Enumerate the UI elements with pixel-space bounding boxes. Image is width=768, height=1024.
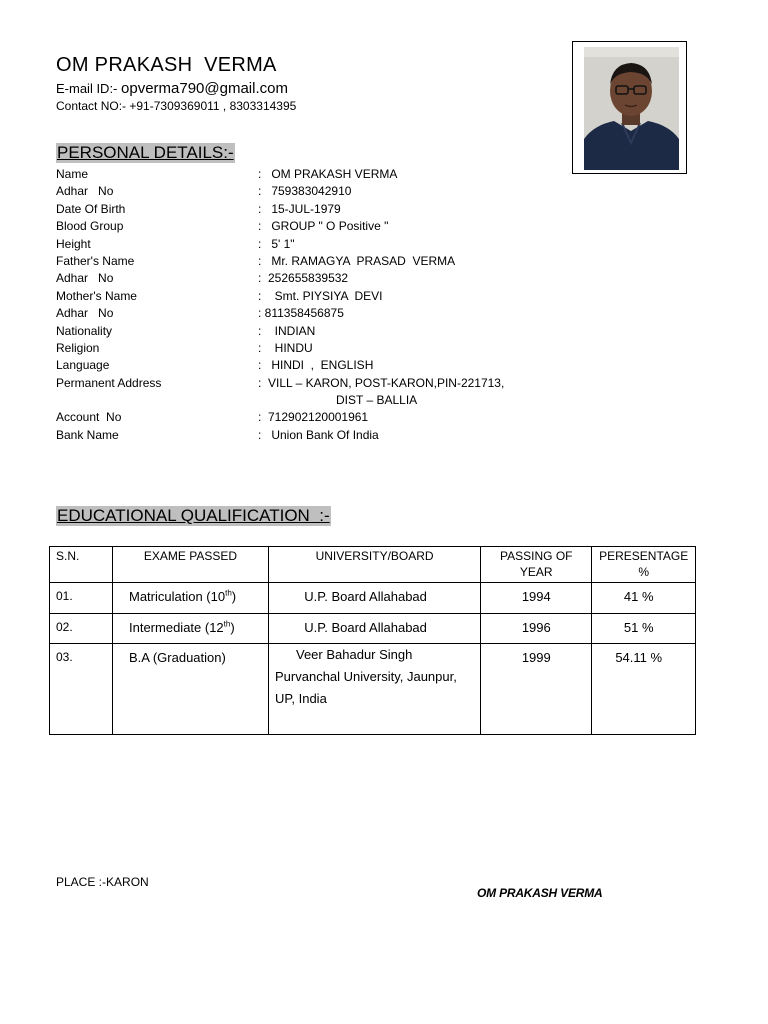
exam-tail: ) [231,589,237,604]
header-year-line1: PASSING OF [500,549,573,563]
detail-value: : VILL – KARON, POST-KARON,PIN-221713, [258,375,505,390]
table-row [50,644,696,735]
header-pct-line1: PERESENTAGE [599,549,689,563]
cell-sn: 03. [50,644,113,735]
header-year [481,547,592,583]
header-pct-line2: % [638,565,650,579]
cell-year: 1999 [481,644,592,735]
detail-value: : INDIAN [258,323,316,338]
applicant-name: OM PRAKASH VERMA [56,54,277,76]
detail-label: Height [56,236,91,251]
detail-value: : 5' 1" [258,236,295,251]
table-row [50,583,696,614]
detail-value: DIST – BALLIA [336,393,418,408]
detail-value: : 759383042910 [258,184,352,199]
education-heading: EDUCATIONAL QUALIFICATION :- [57,506,330,525]
place-line: PLACE :-KARON [56,875,149,889]
detail-label: Permanent Address [56,375,162,390]
detail-value: : Smt. PIYSIYA DEVI [258,288,383,303]
email-line [56,80,288,97]
signature-name: OM PRAKASH VERMA [477,886,603,900]
detail-value: : HINDU [258,340,313,355]
detail-value: : Mr. RAMAGYA PRASAD VERMA [258,253,456,268]
contact-label: Contact NO:- [56,99,127,113]
exam-text: Matriculation (10 [129,589,226,604]
exam-tail: ) [230,620,235,635]
detail-label: Adhar No [56,184,114,199]
detail-value: : 252655839532 [258,271,349,286]
header-board: UNIVERSITY/BOARD [269,547,481,583]
cell-percentage: 54.11 % [592,644,696,735]
detail-value: : Union Bank Of India [258,427,379,442]
board-line3: UP, India [275,691,327,706]
exam-sup: th [223,619,231,629]
detail-label: Language [56,358,110,373]
cell-year: 1994 [481,583,592,614]
cell-exam [113,583,269,614]
detail-value: : 712902120001961 [258,410,369,425]
detail-value: : HINDI , ENGLISH [258,358,374,373]
exam-text: Intermediate (12 [129,620,224,635]
detail-label: Adhar No [56,271,114,286]
cell-exam [113,614,269,644]
header-sn: S.N. [50,547,113,583]
header-percentage [592,547,696,583]
contact-line [56,99,296,113]
cell-exam: B.A (Graduation) [113,644,269,735]
cell-sn: 01. [50,583,113,614]
exam-sup: th [225,588,232,598]
table-row [50,614,696,644]
cell-board [269,644,481,735]
education-table [49,546,696,735]
detail-label: Account No [56,410,122,425]
detail-value: : 811358456875 [258,306,344,321]
cell-sn: 02. [50,614,113,644]
detail-label: Blood Group [56,219,124,234]
contact-value: +91-7309369011 , 8303314395 [129,99,297,113]
detail-value: : GROUP " O Positive " [258,219,389,234]
detail-label: Religion [56,340,100,355]
detail-label: Name [56,167,89,181]
photo-frame [572,41,687,174]
detail-label: Mother's Name [56,288,137,303]
cell-percentage: 41 % [592,583,696,614]
applicant-photo [584,47,679,170]
detail-label: Date Of Birth [56,201,126,216]
detail-value: : 15-JUL-1979 [258,201,341,216]
email-value: opverma790@gmail.com [121,80,288,97]
cell-board: U.P. Board Allahabad [269,583,481,614]
cell-year: 1996 [481,614,592,644]
email-label: E-mail ID:- [56,81,118,96]
cell-board: U.P. Board Allahabad [269,614,481,644]
table-header-row [50,547,696,583]
detail-label: Nationality [56,323,113,338]
personal-details-heading: PERSONAL DETAILS:- [57,143,234,162]
detail-label: Father's Name [56,253,135,268]
detail-value: : OM PRAKASH VERMA [258,167,398,181]
board-line1: Veer Bahadur Singh [296,647,413,662]
cell-percentage: 51 % [592,614,696,644]
detail-label: Bank Name [56,427,119,442]
board-line2: Purvanchal University, Jaunpur, [275,669,457,684]
header-exam: EXAME PASSED [113,547,269,583]
detail-label: Adhar No [56,306,114,321]
header-year-line2: YEAR [519,565,553,579]
